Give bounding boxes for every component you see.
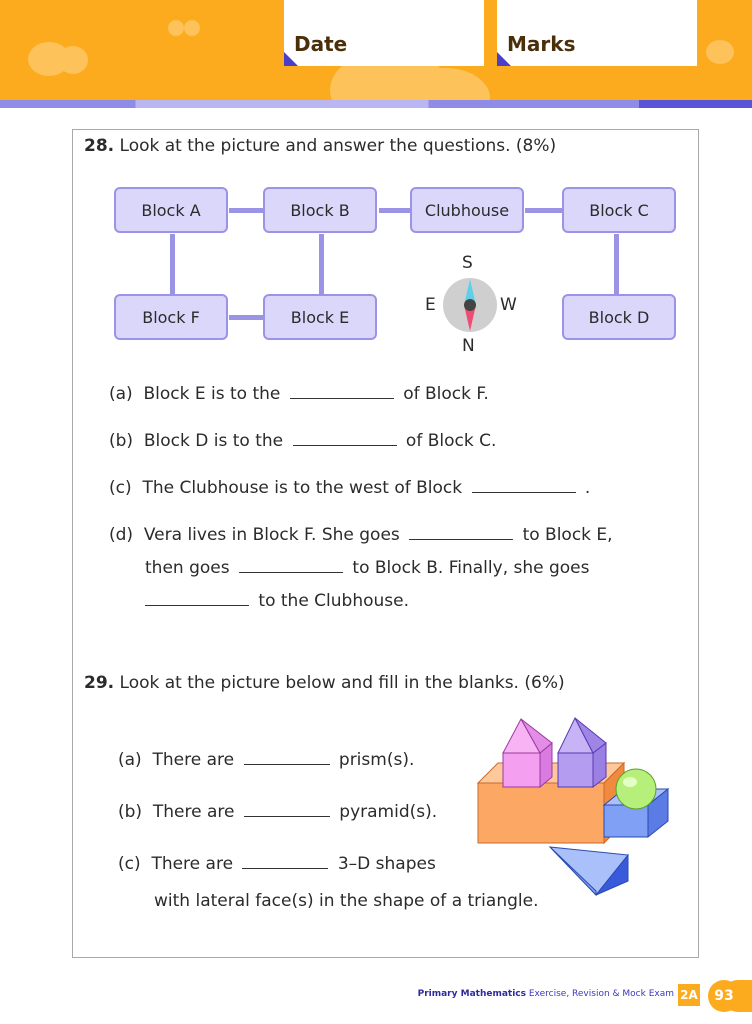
path-clubhouse-c xyxy=(525,208,565,213)
compass-label-bottom: N xyxy=(462,336,475,356)
path-a-f xyxy=(170,234,175,296)
block-clubhouse: Clubhouse xyxy=(410,187,524,233)
part-text: pyramid(s). xyxy=(339,802,438,822)
answer-blank[interactable] xyxy=(244,815,330,817)
answer-blank[interactable] xyxy=(293,444,397,446)
answer-blank[interactable] xyxy=(145,604,249,606)
marks-label: Marks xyxy=(507,32,576,56)
part-text: There are xyxy=(152,802,235,822)
part-text: Vera lives in Block F. She goes xyxy=(143,525,400,545)
part-text: to the Clubhouse. xyxy=(258,591,410,611)
q28-part-b xyxy=(109,431,496,451)
page-footer xyxy=(417,980,752,1010)
decor-blob xyxy=(706,40,734,64)
question-prompt: Look at the picture below and fill in the blanks. (6%) xyxy=(119,673,565,693)
question-28-box xyxy=(72,129,699,650)
compass-label-left: E xyxy=(425,295,436,315)
answer-blank[interactable] xyxy=(409,538,513,540)
part-text: of Block F. xyxy=(403,384,489,404)
path-b-clubhouse xyxy=(379,208,413,213)
q28-part-d-line2 xyxy=(145,558,590,578)
part-label: (a) xyxy=(118,750,142,770)
date-tab xyxy=(284,0,484,66)
part-text: 3–D shapes xyxy=(337,854,436,874)
q29-part-a xyxy=(118,750,414,770)
block-d: Block D xyxy=(562,294,676,340)
part-label: (b) xyxy=(109,431,134,451)
part-text: There are xyxy=(151,854,234,874)
question-28-title xyxy=(84,136,556,156)
block-c: Block C xyxy=(562,187,676,233)
q28-part-c xyxy=(109,478,590,498)
page-header xyxy=(0,0,752,103)
part-text: There are xyxy=(152,750,235,770)
decor-blob xyxy=(58,46,88,74)
answer-blank[interactable] xyxy=(239,571,343,573)
compass-label-top: S xyxy=(462,253,473,273)
part-text: to Block B. Finally, she goes xyxy=(352,558,590,578)
part-label: (a) xyxy=(109,384,133,404)
decor-blob xyxy=(168,20,184,36)
question-number: 28. xyxy=(84,136,115,156)
shapes-illustration xyxy=(468,713,678,903)
part-label: (c) xyxy=(118,854,141,874)
date-label: Date xyxy=(294,32,348,56)
footer-subtitle: Exercise, Revision & Mock Exam xyxy=(528,989,674,999)
answer-blank[interactable] xyxy=(290,397,394,399)
q28-part-d-line1 xyxy=(109,525,613,545)
question-29-box xyxy=(72,649,699,958)
compass-icon xyxy=(442,277,498,333)
part-text: prism(s). xyxy=(338,750,415,770)
path-c-d xyxy=(614,234,619,296)
part-text: The Clubhouse is to the west of Block xyxy=(142,478,463,498)
part-text: then goes xyxy=(145,558,230,578)
answer-blank[interactable] xyxy=(242,867,328,869)
path-b-e xyxy=(319,234,324,296)
question-number: 29. xyxy=(84,673,115,693)
part-label: (c) xyxy=(109,478,132,498)
block-b: Block B xyxy=(263,187,377,233)
part-label: (d) xyxy=(109,525,134,545)
path-a-b xyxy=(229,208,263,213)
footer-caption xyxy=(418,989,674,999)
path-f-e xyxy=(229,315,263,320)
part-text: of Block C. xyxy=(405,431,497,451)
footer-title: Primary Mathematics xyxy=(417,989,526,999)
part-text: to Block E, xyxy=(522,525,613,545)
decor-blob xyxy=(184,20,200,36)
page-number: 93 xyxy=(708,980,740,1012)
header-stripe xyxy=(0,100,752,108)
part-text: . xyxy=(584,478,591,498)
part-text: Block D is to the xyxy=(143,431,284,451)
part-label: (b) xyxy=(118,802,143,822)
q28-part-d-line3 xyxy=(145,591,409,611)
compass-label-right: W xyxy=(500,295,517,315)
part-text: Block E is to the xyxy=(143,384,281,404)
question-29-title xyxy=(84,673,565,693)
answer-blank[interactable] xyxy=(244,763,330,765)
block-f: Block F xyxy=(114,294,228,340)
grade-badge: 2A xyxy=(678,984,700,1006)
q29-part-b xyxy=(118,802,437,822)
block-e: Block E xyxy=(263,294,377,340)
q28-part-a xyxy=(109,384,489,404)
question-prompt: Look at the picture and answer the questions. (8%) xyxy=(119,136,557,156)
block-a: Block A xyxy=(114,187,228,233)
part-text: with lateral face(s) in the shape of a triangle. xyxy=(154,891,539,911)
q29-part-c xyxy=(118,854,436,874)
answer-blank[interactable] xyxy=(472,491,576,493)
marks-tab xyxy=(497,0,697,66)
